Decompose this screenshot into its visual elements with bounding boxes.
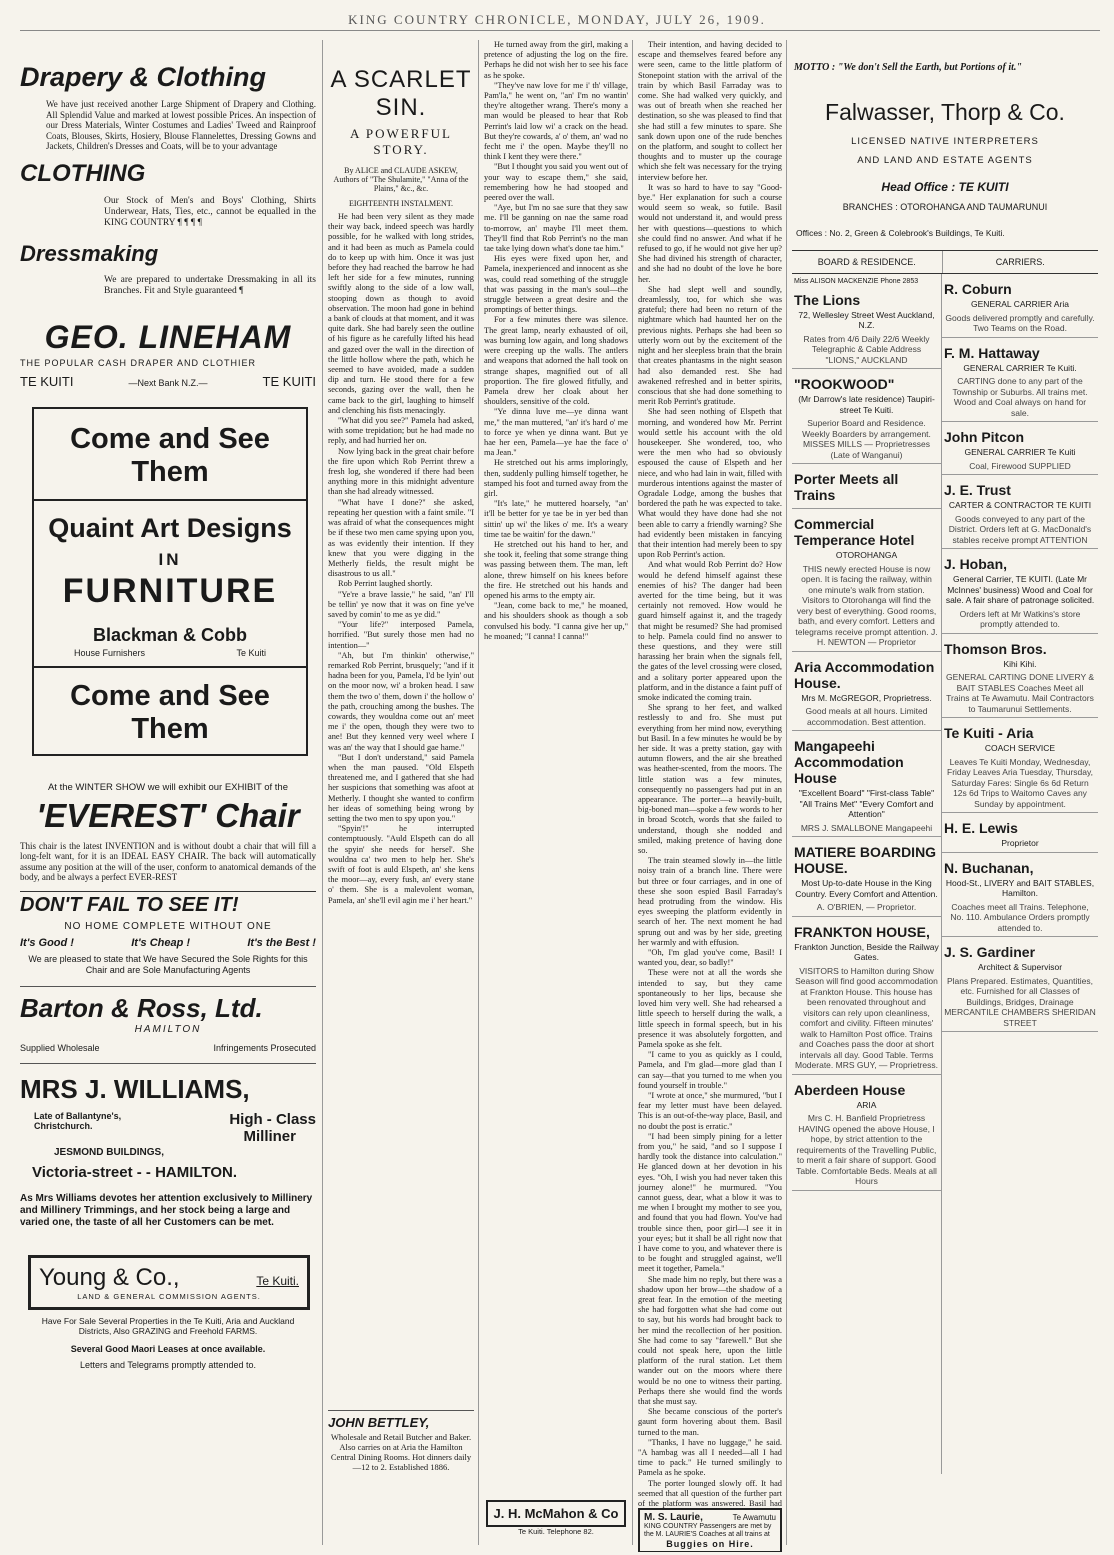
ad-name: N. Buchanan, [944,859,1034,876]
ad-name: MATIERE BOARDING HOUSE. [794,844,937,876]
supplied-wholesale: Supplied Wholesale [20,1042,100,1053]
story-paragraph: Now lying back in the great chair before the fire upon which Rob Perrint threw a fresh log, she wondered if there had been anything more in this midnight adventure than she had already witnessed. [328,446,474,497]
ad-extra: GENERAL CARTING DONE LIVERY & BAIT STABLES Coaches Meet all Trains at Te Awamutu. Mail Contractors to Taumarunui Settlements. [945,672,1094,714]
ad-extra: Mrs C. H. Banfield Proprietress HAVING opened the above House, I hope, by strict attention to the requirements of the Travelling Public, to merit a fair share of support. Good Table. Comfortable Beds. Meals at all Hours [796,1113,937,1186]
dont-fail: DON'T FAIL TO SEE IT! [20,891,316,917]
section-headers [792,250,1098,273]
story-paragraph: She became conscious of the porter's gaunt form hovering about them. Basil turned to the man. [638,1407,782,1437]
story-paragraph: "Oh, I'm glad you've come, Basil! I wanted you, dear, so badly!" [638,948,782,968]
young-header [39,1264,299,1292]
carriers-column [942,274,1098,1474]
lineham-location [20,374,316,389]
story-paragraph: He had been very silent as they made their way back, indeed speech was hardly possible, for he walked with long strides, and it had been as much as Pamela could do to keep up with him. Once it was just before they had reached the barrow he had left her side for a few minutes, running swiftly along to the side of a low wall, stooping down as though to avoid observation. The moon had gone in behind a bank of clouds at that moment, and it was quite dark. She had barely seen the outline of his figure as he carefully lifted his head and gazed over the wall in the direction of the little hollow where the path, which he seemed to have avoided, made a sudden dip and turn. He stood there for a few seconds, gazing over the wall, then he came back to the girl, laughing to himself and clenching his fists menacingly. [328,212,474,415]
column-divider [322,40,323,1545]
ad-name: Porter Meets all Trains [794,471,899,503]
story-paragraph: He turned away from the girl, making a pretence of adjusting the log on the fire. Perhaps he did not wish her to see his face as he spoke. [484,40,628,80]
ad-extra: Rates from 4/6 Daily 22/6 Weekly Telegraphic & Cable Address "LIONS," AUCKLAND [803,333,930,365]
carriers-ad [942,274,1098,338]
dressmaking-title: Dressmaking [20,240,159,266]
williams-ad [20,1063,316,1229]
ad-extra: Plans Prepared. Estimates, Quantities, etc. Furnished for all Classes of Buildings, Bridges, Drainage MERCANTILE CHAMBERS SHERIDAN STREET [944,975,1096,1028]
offices: Offices : No. 2, Green & Colebrook's Buildings, Te Kuiti. [796,228,1005,238]
carriers-ad [942,549,1098,634]
lineham-tagline: THE POPULAR CASH DRAPER AND CLOTHIER [20,357,257,368]
williams-body [20,1111,316,1145]
ad-name: Aberdeen House [794,1081,906,1098]
barton-ross-ad [20,986,316,1053]
carriers-ad [942,718,1098,813]
story-paragraph: "Aye, but I'm no sae sure that they saw me. I'll be ganning on nae the same road to-morrow, an' maybe I'll meet them. They'll find that Rob Perrint's no the man tae take lying down what's done tae him." [484,203,628,254]
story-title: A SCARLET SIN. [330,66,472,121]
story-paragraph: "Your life?" interposed Pamela, horrified. "But surely those men had no intention—" [328,620,474,650]
ad-lines: Mrs M. McGREGOR, Proprietress. [801,692,932,703]
barton-name: Barton & Ross, Ltd. [20,992,263,1023]
motto: MOTTO : "We don't Sell the Earth, but Portions of it." [794,62,1022,73]
story-instalment: EIGHTEENTH INSTALMENT. [348,199,454,208]
milliner: Milliner [243,1127,296,1145]
ad-extra: MRS J. SMALLBONE Mangapeehi [800,822,933,833]
board-ad [792,652,941,732]
infringements: Infringements Prosecuted [213,1042,316,1053]
young-town: Te Kuiti. [256,1273,299,1288]
story-paragraph: "It's late," he muttered hoarsely, "an' it'll be better for ye tae be in yer bed than sittin' up wi' the likes o' me. It's a weary time tae be waitin' for the dawn." [484,499,628,539]
ad-name: H. E. Lewis [944,820,1018,836]
ad-extra: Orders left at Mr Watkins's store promptly attended to. [959,608,1081,629]
ad-lines: (Mr Darrow's late residence) Taupiri-street Te Kuiti. [798,394,935,415]
quaint-designs: Quaint Art Designs [48,512,292,543]
story-paragraph: "But I thought you said you went out of your way to escape them," she said, remembering how he had stooped and peered over the wall. [484,162,628,203]
story-paragraph: His eyes were fixed upon her, and Pamela, inexperienced and innocent as she was, could read something of the struggle that was passing in the man's soul—the struggle between a great desire and the promptings of better things. [484,254,628,315]
williams-late: Late of Ballantyne's, Christchurch. [34,1110,122,1131]
ad-name: Te Kuiti - Aria [944,725,1034,741]
laurie-text: KING COUNTRY Passengers are met by the M. LAURIE'S Coaches at all trains at [644,1523,772,1538]
ad-extra: Leaves Te Kuiti Monday, Wednesday, Friday Leaves Aria Tuesday, Thursday, Saturday Fares: Single 6s 6d Return 12s 6d Trips to Waitomo Caves any Sunday by appointment. [947,756,1093,809]
story-paragraph: The train steamed slowly in—the little noisy train of a branch line. There were but three or four carriages, and in one of these she soon espied Basil Farraday's head protruding from the window. His eyes sweeping the platform evidently in search of her. The next moment he had sprung out and was by her side, greeting her warmly and with effusion. [638,856,782,947]
story-paragraph: "Ye're a brave lassie," he said, "an' I'll be tellin' ye now that it was on fine ye've saved by comin' to me as ye did." [328,589,474,619]
blackman-cobb-ad [32,407,308,756]
board-carriers [792,273,1098,1474]
young-name: Young & Co., [39,1263,180,1291]
young-co-ad [28,1255,310,1310]
dressmaking-text: We are prepared to undertake Dressmaking in all its Branches. Fit and Style guaranteed ¶ [104,274,316,296]
story-paragraph: She had slept well and soundly, dreamlessly, too, for which she was grateful; there had been no return of the nightmare which had haunted her on the previous nights. Perhaps she had been so utterly worn out by the excitement of the night and her sleepless brain that the brain that creates phantasms in the night season had also demanded rest. She had awakened refreshed and in better spirits, conscious that she had done something to merit Rob Perrint's gratitude. [638,284,782,407]
bettley-ad [328,1410,474,1550]
ad-lines: Hood-St., LIVERY and BAIT STABLES, Hamilton. [945,877,1095,898]
board-ad [792,464,941,509]
blackman-town: Te Kuiti [236,647,266,658]
story-paragraph: "I came to you as quickly as I could, Pamela, and I'm glad—more glad than I can say—that you turned to me when you found yourself in trouble." [638,1050,782,1090]
story-paragraph: "Spyin'!" he interrupted contemptuously. "Auld Elspeth can do all the spyin' she needs for hersel'. She wouldna ca' two men to help her. She's swift of foot is auld Elspeth, an' she kens the moor—ay, every fush, an' every stane o' them. She is a malevolent woman, Pamela, an' she'll evil agin me i' her heart." [328,824,474,905]
ad-extra: Superior Board and Residence. Weekly Boarders by arrangement. MISSES MILLS — Proprietresses (Late of Wanganui) [802,418,931,460]
ad-name: Thomson Bros. [944,640,1047,657]
ad-lines: Proprietor [1001,838,1039,848]
story-paragraph: "But I don't understand," said Pamela when the man paused. "Old Elspeth threatened me, and I gathered that she had her suspicions that something was afoot at Metherly. I thought she wanted to confirm her ideas of something being wrong by setting the two men to spy upon you." [328,752,474,823]
young-sub: LAND & GENERAL COMMISSION AGENTS. [77,1291,261,1301]
story-authors: Authors of "The Shulamite," "Anna of the Plains," &c., &c. [333,175,469,193]
story-paragraph: "Thanks, I have no luggage," he said. "A hambag was all I needed—all I had time to pack." He turned smilingly to Pamela as he spoke. [638,1437,782,1478]
ad-extra: Coal, Firewood SUPPLIED [969,460,1071,471]
board-column [792,274,942,1474]
come-and-see-top: Come and See Them [34,409,306,501]
ad-extra: VISITORS to Hamilton during Show Season will find good accommodation at Frankton House. This house has been renovated throughout and visitors can rely upon cleanliness, comfort and civility. Fifteen minutes' walk to Hamilton Post office. Trains and Coaches pass the door at short intervals all day. Good Table. Terms Moderate. MRS GUY, — Proprietress. [795,965,938,1070]
slogan-best: It's the Best ! [247,936,316,949]
high-class: High - Class [229,1110,316,1128]
falwasser-line1: LICENSED NATIVE INTERPRETERS [851,136,1039,147]
drapery-title: Drapery & Clothing [20,62,267,92]
mcmahon-ad [486,1500,626,1550]
clothing-title: CLOTHING [20,159,146,187]
column-divider [632,40,633,1545]
everest-intro: At the WINTER SHOW we will exhibit our EXHIBIT of the [47,781,289,793]
ad-name: FRANKTON HOUSE, [794,923,930,940]
story-subtitle: A POWERFUL STORY. [350,126,452,157]
ad-name: J. Hoban, [944,556,1008,572]
story-paragraph: And what would Rob Perrint do? How would he defend himself against these enemies of his? The danger had been averted for the time being, but it was certainly not removed. How would he guard himself against it, and the tragedy that might be resumed? She had promised to help. Pamela could find no answer to these questions, and they were still harassing her brain when the signals fell, the gates of the level crossing were closed, and a solitary porter appeared upon the platform, and in the distance a faint puff of smoke indicated the coming train. [638,560,782,702]
laurie-box [638,1508,782,1552]
story-paragraph: "I wrote at once," she murmured, "but I fear my letter must have been delayed. This is an out-of-the-way place, Basil, and no doubt the post is erratic." [638,1090,782,1131]
story-paragraph: She sprang to her feet, and walked restlessly to and fro. She must put everything from her mind now, everything but Basil. In a few minutes he would be by her side. It was a pretty station, gay with autumn flowers, and the air she breathed was heather-scented, from the moors. The little station was a few minutes, consequently no passengers had put in an appearance. The porter—a heavily-built, big-boned man—spoke a few words to her in broad Scotch, words that she failed to understand, though she nodded and smiled, making pretence of having done so. [638,703,782,856]
ad-lines: GENERAL CARRIER Aria [971,299,1069,309]
bettley-title: JOHN BETTLEY, [328,1410,474,1430]
lineham-name: GEO. LINEHAM [44,318,292,355]
ad-top: Miss ALISON MACKENZIE Phone 2853 [794,278,919,285]
lineham-town-right: TE KUITI [262,373,316,389]
ad-extra: Goods delivered promptly and carefully. Two Teams on the Road. [945,312,1095,333]
ad-name: Aria Accommodation House. [794,658,935,691]
everest-rights: We are pleased to state that We have Secured the Sole Rights for this Chair and are Sole Manufacturing Agents [28,953,308,975]
laurie-header [644,1512,776,1523]
williams-text: As Mrs Williams devotes her attention exclusively to Millinery and Millinery Trimmings, and her stock being a large and varied one, the taste of all her Customers can be met. [20,1192,313,1228]
board-ad [792,731,941,837]
barton-footer [20,1043,316,1053]
ad-lines: Kihi Kihi. [1003,658,1037,669]
story-column-1 [328,40,474,1410]
everest-title: 'EVEREST' Chair [36,796,300,834]
young-text: Have For Sale Several Properties in the Te Kuiti, Aria and Auckland Districts, Also GRAZING and Freehold FARMS. [41,1315,295,1336]
ad-lines: Architect & Supervisor [977,962,1063,972]
board-header: BOARD & RESIDENCE. [792,251,943,273]
blackman-cobb-name: Blackman & Cobb [92,624,248,645]
column-divider [478,40,479,1545]
carriers-ad [942,634,1098,719]
header-rule [20,30,1100,31]
ad-name: The Lions [794,291,861,308]
bettley-text: Wholesale and Retail Butcher and Baker. Also carries on at Aria the Hamilton Central Dining Rooms. Hot dinners daily—12 to 2. Established 1886. [330,1432,472,1472]
branches: BRANCHES : OTOROHANGA AND TAUMARUNUI [842,202,1048,212]
ad-name: "ROOKWOOD" [794,376,895,392]
story-paragraph: "What did you see?" Pamela had asked, with some trepidation; but he had made no reply, and had hurried her on. [328,416,474,446]
right-ads [792,40,1098,1545]
carriers-ad [942,475,1098,549]
laurie-name: M. S. Laurie, [644,1512,703,1523]
slogan-cheap: It's Cheap ! [131,936,191,949]
falwasser-name: Falwasser, Thorp & Co. [825,99,1065,125]
ad-lines: GENERAL CARRIER Te Kuiti [964,447,1076,457]
ad-extra: A. O'BRIEN, — Proprietor. [816,902,917,912]
story-paragraph: It was so hard to have to say "Good-bye." Her explanation for such a course would seem so weak, so futile. Basil would not understand it, and would press her with questions—questions to which she could find no answer. And what if he refused to go, if he would not give her up? She had divined his strength of character, and she had no doubt of the love he bore her. [638,182,782,284]
carriers-ad [942,813,1098,853]
falwasser-line2: AND LAND AND ESTATE AGENTS [857,155,1033,166]
furniture-text: FURNITURE [62,571,278,610]
laurie-town: Te Awamutu [732,1513,776,1522]
ad-lines: GENERAL CARRIER Te Kuiti. [963,362,1077,373]
carriers-ad [942,338,1098,423]
ad-name: F. M. Hattaway [944,344,1040,361]
lineham-ad [20,62,316,389]
in-text: IN [158,549,182,569]
story-column-2 [484,40,628,1500]
story-paragraph: "Ah, but I'm thinkin' otherwise," remarked Rob Perrint, brusquely; "and if it hadna been for you, Pamela, I'd be lyin' out on the moor now, wi' a broken head. I saw them the two o' them, down i' the hollow o' the path, crouching among the bushes. The cowards, they wouldna come out an' meet me i' the open, though they were two to ane! But they kenned very weel where I was an' the way that I should gae hame." [328,650,474,752]
column-divider [786,40,787,1545]
williams-street: Victoria-street - - HAMILTON. [32,1163,238,1181]
ad-extra: THIS newly erected House is now open. It is facing the railway, within one minute's walk from station. Visitors to Otorohanga will find the very best of everything. Good rooms, bath, and every comfort. Letters and telegrams receive prompt attention. J. H. NEWTON — Proprietor [795,563,938,647]
ads-column-left [20,40,316,1545]
laurie-ad [638,1508,782,1552]
barton-town: HAMILTON [134,1023,202,1035]
blackman-sub [34,646,306,666]
story-text-2 [484,40,628,642]
story-paragraph: "What have I done?" she asked, repeating her question with a faint smile. "I was afraid of what the consequences might be if these two men came spying upon you, as was evidently their intention. If they knew that you were digging in the Metherly fields, the result might be disastrous to us all." [328,497,474,579]
mcmahon-text: Te Kuiti. Telephone 82. [518,1527,594,1536]
everest-ad [20,782,316,976]
story-paragraph: He stretched out his hand to her, and she took it, feeling that some strange thing was passing between them. The man, left alone, threw himself on his knees before the fire. He stretched out his hands and opened his arms to the empty air. [484,539,628,600]
carriers-ad [942,422,1098,475]
lineham-next-bank: —Next Bank N.Z.— [128,377,208,388]
ad-extra: Goods conveyed to any part of the District. Orders left at G. MacDonald's stables receive prompt ATTENTION [948,513,1092,545]
ad-lines: OTOROHANGA [835,550,898,560]
carriers-ad [942,853,1098,938]
house-furnishers: House Furnishers [74,647,146,658]
jesmond: JESMOND BUILDINGS, [54,1146,165,1158]
board-ad [792,369,941,464]
head-office: Head Office : TE KUITI [881,180,1009,194]
story-paragraph: Their intention, and having decided to escape and themselves feared before any were seen, came to the little platform of Stonepoint station with the arrival of the train by which Basil Farraday was to come. She had walked very quickly, and was out of breath when she reached her destination, so she was pleased to find that she had still a few minutes to spare. She sank down upon one of the rude benches on the platform, and sought to collect her thoughts and to muster up the courage which she felt was necessary for the trying interview before her. [638,40,782,182]
buggies: Buggies on Hire. [666,1539,754,1549]
ad-lines: COACH SERVICE [984,743,1056,753]
story-paragraph: These were not at all the words she intended to say, but they came spontaneously to her lips, because she loved him very well. She had rehearsed a little speech to herself during the walk, a little speech in formal speech, but in his presence it was absolutely forgotten, and Pamela spoke as she felt. [638,968,782,1049]
everest-text: This chair is the latest INVENTION and is without doubt a chair that will fill a long-felt want, for it is an IDEAL EASY CHAIR. The back will automatically assume any position at the will of the user, conform to anatomical demands of the body, and be always a perfect EVER-REST [20,840,316,883]
carriers-ad [942,937,1098,1032]
ad-name: J. E. Trust [944,482,1011,498]
ad-lines: "Excellent Board" "First-class Table" "All Trains Met" "Every Comfort and Attention" [798,788,935,819]
everest-slogans [20,937,316,949]
story-paragraph: Rob Perrint laughed shortly. [338,579,433,589]
drapery-text: We have just received another Large Shipment of Drapery and Clothing. All Splendid Value and marked at lowest possible Prices. An inspection of our Dress Materials, Winter Costumes and Ladies' Tweed and Rainproof Coats, Blouses, Skirts, Hosiery, Blouse Flannelettes, Dressing Gowns and Jackets, Children's Dresses and Coats, will be to your advantage [46,99,316,151]
ad-lines: Most Up-to-date House in the King Country. Every Comfort and Attention. [795,878,938,899]
story-by: By ALICE and CLAUDE ASKEW, [344,166,458,175]
lineham-town-left: TE KUITI [20,373,74,389]
ad-name: R. Coburn [944,281,1012,297]
board-ad [792,837,941,917]
ad-extra: Good meals at all hours. Limited accommodation. Best attention. [805,706,928,727]
story-text-3 [638,40,782,1510]
story-paragraph: "Jean, come back to me," he moaned, and his shoulders shook as though a sob convulsed his body. "I canna give her up," he moaned; "I canna! I canna!" [484,601,628,641]
williams-class [229,1111,316,1145]
board-ad [792,917,941,1075]
mcmahon-name: J. H. McMahon & Co [486,1500,626,1527]
story-paragraph: "Ye dinna luve me—ye dinna want me," the man muttered, "an' it's hard o' me to force ye when ye dinna want. But ye hae her een, Pamela—ye hae the face o' ma Jean." [484,407,628,458]
ad-lines: 72, Wellesley Street West Auckland, N.Z. [798,309,935,330]
ad-name: John Pitcon [944,429,1025,445]
story-text-1 [328,212,474,906]
board-ad [792,1075,941,1191]
come-and-see-bottom: Come and See Them [34,666,306,758]
story-paragraph: The porter lounged slowly off. It had seemed that all question of the further part of the platform was answered. Basil had [638,1478,782,1509]
no-home-complete: NO HOME COMPLETE WITHOUT ONE [64,920,272,932]
ad-name: J. S. Gardiner [944,944,1036,960]
carriers-header: CARRIERS. [995,257,1045,267]
story-paragraph: "I had been simply pining for a letter from you," he said, "and so I suppose I hardly took the distance into calculation." He glanced down at her devotion in his eyes. "Oh, I wish you had never taken this journey alone!" he murmured. "You cannot guess, dear, what a blow it was to me when I brought my mother to see you, and found that you had flown. You've had trouble since then, poor girl—I see it in your eyes; but it shall be all right now that I have come to you, and whatever there is to be fought and struggled against, we'll meet it together, Pamela." [638,1131,782,1274]
ad-name: Mangapeehi Accommodation House [794,738,904,786]
ad-lines: CARTER & CONTRACTOR TE KUITI [948,500,1092,510]
story-paragraph: "They've naw love for me i' th' village, Pam'la," he went on, "an' I'm no wantin' they're altogether wrang. There's mony a man would be pleased to hear that Rob Perrint's laid low wi' a crack on the head. But they're cowards, a' o' them, an' wad no fecht me i' the open. Maybe they'll no think I kent they were there." [484,80,628,162]
ad-name: Commercial Temperance Hotel [794,516,915,548]
ad-extra: Coaches meet all Trains. Telephone, No. 110. Ambulance Orders promptly attended to. [950,901,1090,933]
ad-extra: CARTING done to any part of the Township or Suburbs. All trains met. Wood and Coal always on hand for sale. [952,376,1088,418]
young-maori: Several Good Maori Leases at once available. [70,1343,266,1354]
williams-name: MRS J. WILLIAMS, [20,1073,250,1104]
story-column-3 [638,40,782,1510]
ad-lines: ARIA [856,1099,877,1110]
ad-lines: General Carrier, TE KUITI. (Late Mr McInnes' business) Wood and Coal for sale. A fair share of patronage solicited. [945,574,1095,605]
story-paragraph: She made him no reply, but there was a shadow upon her brow—the shadow of a great fear. In the emotion of the meeting she had forgotten what she had come out to say, but his words had brought back to her mind the recollection of her position. She had come to say "farewell." But she could not speak here, upon the little platform of the rural station. Let them wander out on the moors where there would be no one to witness their parting. Perhaps there she would find the words that she must say. [638,1274,782,1407]
story-paragraph: He stretched out his arms imploringly, then, suddenly pulling himself together, he stamped his foot and turned away from the girl. [484,458,628,498]
clothing-text: Our Stock of Men's and Boys' Clothing, Shirts Underwear, Hats, Ties, etc., cannot be equalled in the KING COUNTRY ¶ ¶ ¶ ¶ [104,195,316,228]
newspaper-header: KING COUNTRY CHRONICLE, MONDAY, JULY 26, 1909. [348,12,766,27]
board-ad [792,274,941,369]
young-letters: Letters and Telegrams promptly attended to. [80,1359,256,1370]
story-paragraph: For a few minutes there was silence. The great lamp, nearly exhausted of oil, was burning low again, and long shadows were creeping up the walls. The antlers and weapons that adorned the hall took on strange shapes, magnified out of all proportion. The fire glowed fitfully, and Pamela drew her cloak about her shoulders, sensitive of the cold. [484,315,628,407]
slogan-good: It's Good ! [20,936,74,949]
board-ad [792,509,941,652]
ad-lines: Frankton Junction, Beside the Railway Gates. [794,941,939,962]
story-paragraph: She had seen nothing of Elspeth that morning, and wondered how Mr. Perrint would settle his account with the old housekeeper. She wondered, too, who were the men who had so obviously espoused the cause of Elspeth and her niece, and who had lain in wait, filled with murderous intentions against the master of Ogradale Lodge, among the bushes that bordered the path he was expected to take. What would they have done had she not been able to carry a friendly warning? She had evidently been mistaken in fancying that their intention had merely been to spy upon Rob Perrint's action. [638,407,782,560]
